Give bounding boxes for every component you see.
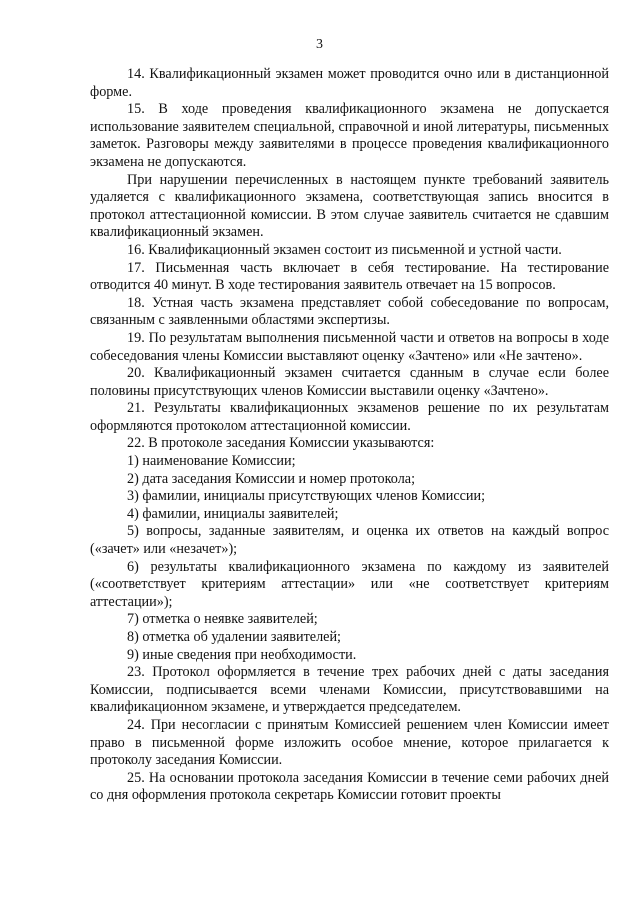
document-body [90, 66, 609, 805]
paragraph-23: 23. Протокол оформляется в течение трех рабочих дней с даты заседания Комиссии, подписывается всеми членами Комиссии, присутствовавшими на квалификационном экзамене, и утверждается председателем. [90, 664, 609, 716]
list-item-6: 6) результаты квалификационного экзамена по каждому из заявителей («соответствует критериям аттестации» или «не соответствует критериям аттестации»); [90, 558, 609, 610]
paragraph-17: 17. Письменная часть включает в себя тестирование. На тестирование отводится 40 минут. В ходе тестирования заявитель отвечает на 15 вопросов. [90, 259, 609, 294]
list-item-2: 2) дата заседания Комиссии и номер протокола; [127, 470, 416, 487]
paragraph-14: 14. Квалификационный экзамен может проводится очно или в дистанционной форме. [90, 66, 609, 100]
paragraph-15: 15. В ходе проведения квалификационного экзамена не допускается использование заявителем специальной, справочной и иной литературы, письменных заметок. Разговоры между заявителями в процессе проведения квалификационного экзамена не допускаются. [90, 101, 609, 170]
paragraph-24: 24. При несогласии с принятым Комиссией решением член Комиссии имеет право в письменной форме изложить особое мнение, которое прилагается к протоколу заседания Комиссии. [90, 716, 609, 769]
list-item-5: 5) вопросы, заданные заявителям, и оценка их ответов на каждый вопрос («зачет» или «незачет»); [90, 523, 609, 558]
paragraph-25: 25. На основании протокола заседания Комиссии в течение семи рабочих дней со дня оформления протокола секретарь Комиссии готовит проекты [90, 769, 609, 804]
list-item-3: 3) фамилии, инициалы присутствующих членов Комиссии; [127, 488, 486, 505]
paragraph-15-violation: При нарушении перечисленных в настоящем пункте требований заявитель удаляется с квалификационного экзамена, соответствующая запись вносится в протокол аттестационной комиссии. В этом случае заявитель считается не сдавшим квалификационный экзамен. [90, 171, 609, 241]
paragraph-19: 19. По результатам выполнения письменной части и ответов на вопросы в ходе собеседования члены Комиссии выставляют оценку «Зачтено» или «Не зачтено». [90, 329, 609, 364]
list-item-7: 7) отметка о неявке заявителей; [127, 611, 318, 628]
page-number: 3 [316, 37, 323, 52]
list-item-1: 1) наименование Комиссии; [127, 453, 296, 470]
list-item-4: 4) фамилии, инициалы заявителей; [127, 505, 339, 522]
paragraph-20: 20. Квалификационный экзамен считается сданным в случае если более половины присутствующих членов Комиссии выставили оценку «Зачтено». [90, 365, 609, 399]
paragraph-16: 16. Квалификационный экзамен состоит из письменной и устной части. [127, 241, 562, 258]
paragraph-21: 21. Результаты квалификационных экзаменов решение по их результатам оформляются протоколом аттестационной комиссии. [90, 400, 609, 434]
paragraph-22: 22. В протоколе заседания Комиссии указываются: [127, 435, 435, 452]
list-item-8: 8) отметка об удалении заявителей; [127, 629, 341, 645]
list-item-9: 9) иные сведения при необходимости. [127, 646, 357, 663]
paragraph-18: 18. Устная часть экзамена представляет собой собеседование по вопросам, связанным с заявленными областями экспертизы. [90, 294, 609, 329]
